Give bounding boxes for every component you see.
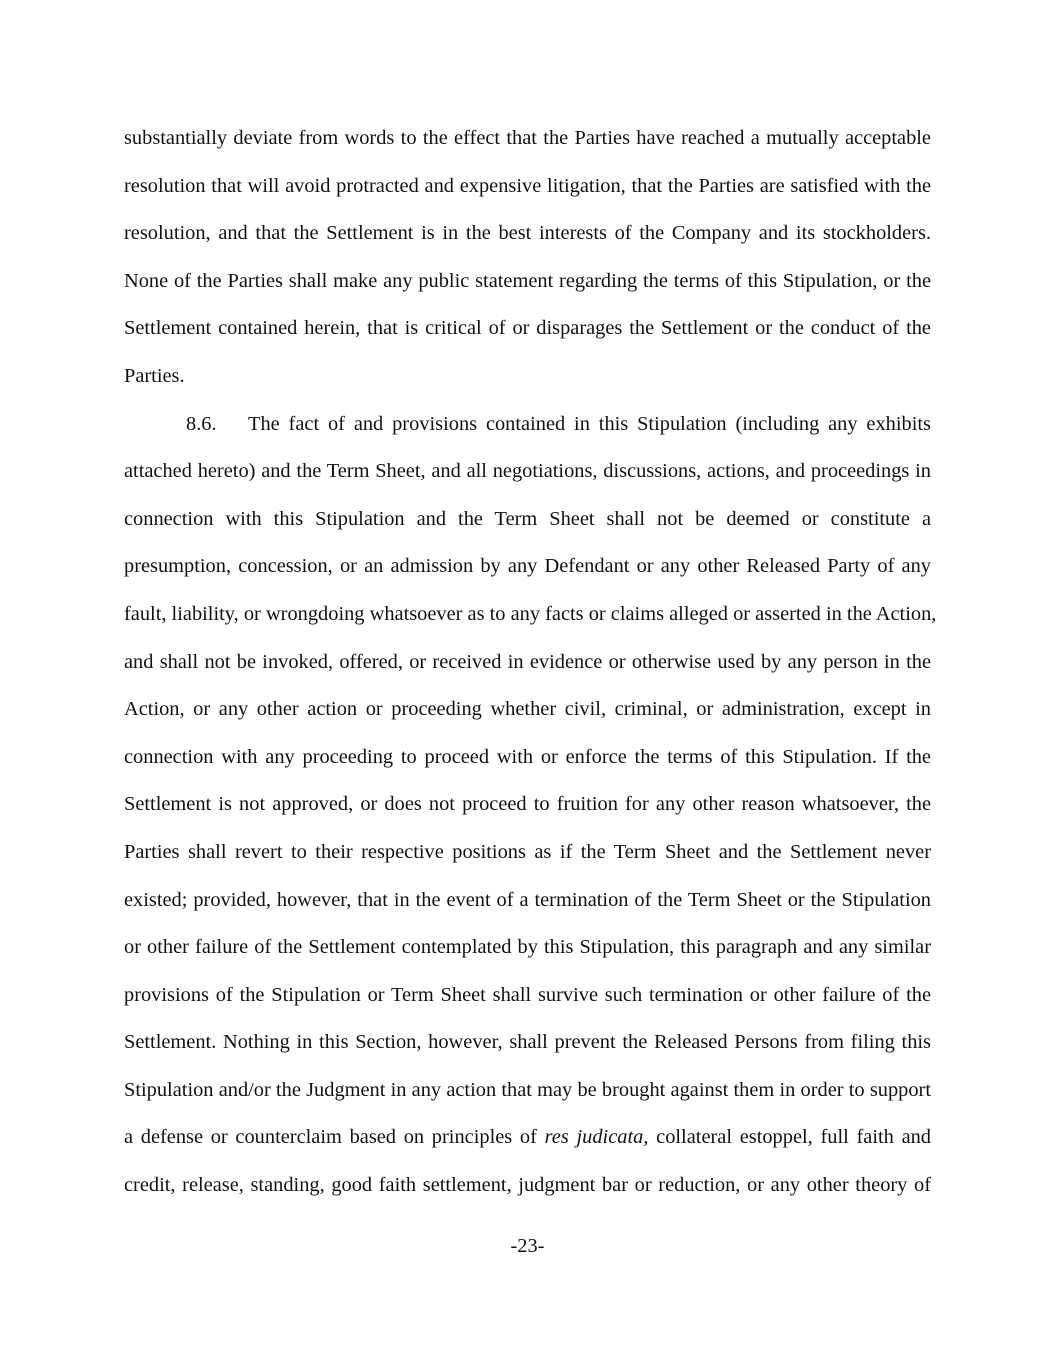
paragraph-2-line-11: or other failure of the Settlement contemplated by this Stipulation, this paragraph and any similar	[124, 936, 931, 959]
paragraph-2-line-3: presumption, concession, or an admission by any Defendant or any other Released Party of any	[124, 555, 931, 578]
paragraph-2-line-6: Action, or any other action or proceeding whether civil, criminal, or administration, except in	[124, 698, 931, 721]
paragraph-2-final-line: credit, release, standing, good faith settlement, judgment bar or reduction, or any other theory of	[124, 1174, 931, 1197]
page-number: -23-	[510, 1235, 545, 1257]
paragraph-2-line-8: Settlement is not approved, or does not proceed to fruition for any other reason whatsoever, the	[124, 793, 931, 816]
paragraph-2-line-4: fault, liability, or wrongdoing whatsoever as to any facts or claims alleged or asserted in the Action,	[124, 602, 937, 625]
paragraph-2-italic-line	[124, 1114, 931, 1162]
paragraph-1-line-3: resolution, and that the Settlement is in the best interests of the Company and its stockholders.	[124, 222, 931, 245]
paragraph-2-line-2: connection with this Stipulation and the Term Sheet shall not be deemed or constitute a	[124, 507, 931, 530]
paragraph-2-line-7: connection with any proceeding to proceed with or enforce the terms of this Stipulation. If the	[124, 745, 931, 768]
italic-term: res judicata,	[544, 1126, 649, 1149]
paragraph-2-line-1: attached hereto) and the Term Sheet, and all negotiations, discussions, actions, and proceedings in	[124, 460, 931, 483]
document-body	[124, 115, 937, 1210]
paragraph-2-line-9: Parties shall revert to their respective positions as if the Term Sheet and the Settlement never	[124, 840, 931, 863]
paragraph-1-line-4: None of the Parties shall make any public statement regarding the terms of this Stipulation, or the	[124, 269, 931, 292]
section-8-6-first-line-text: The fact of and provisions contained in this Stipulation (including any exhibits	[248, 412, 931, 435]
italic-line-after: collateral estoppel, full faith and	[648, 1126, 932, 1149]
paragraph-1-line-5: Settlement contained herein, that is critical of or disparages the Settlement or the conduct of the	[124, 317, 931, 340]
paragraph-1-line-1: substantially deviate from words to the effect that the Parties have reached a mutually acceptable	[124, 127, 931, 149]
italic-line-before: a defense or counterclaim based on principles of	[124, 1126, 545, 1149]
paragraph-2-line-13: Settlement. Nothing in this Section, however, shall prevent the Released Persons from filing this	[124, 1031, 931, 1054]
paragraph-2-line-12: provisions of the Stipulation or Term Sheet shall survive such termination or other failure of the	[124, 983, 931, 1006]
paragraph-2-line-10: existed; provided, however, that in the event of a termination of the Term Sheet or the Stipulation	[124, 888, 931, 911]
paragraph-1-line-6: Parties.	[124, 364, 185, 387]
section-number: 8.6.	[186, 412, 217, 435]
paragraph-2-line-14: Stipulation and/or the Judgment in any action that may be brought against them in order to support	[124, 1078, 931, 1101]
section-8-6-first-line	[124, 401, 931, 449]
paragraph-1-line-2: resolution that will avoid protracted and expensive litigation, that the Parties are satisfied with the	[124, 174, 931, 197]
paragraph-2-line-5: and shall not be invoked, offered, or received in evidence or otherwise used by any person in the	[124, 650, 931, 673]
